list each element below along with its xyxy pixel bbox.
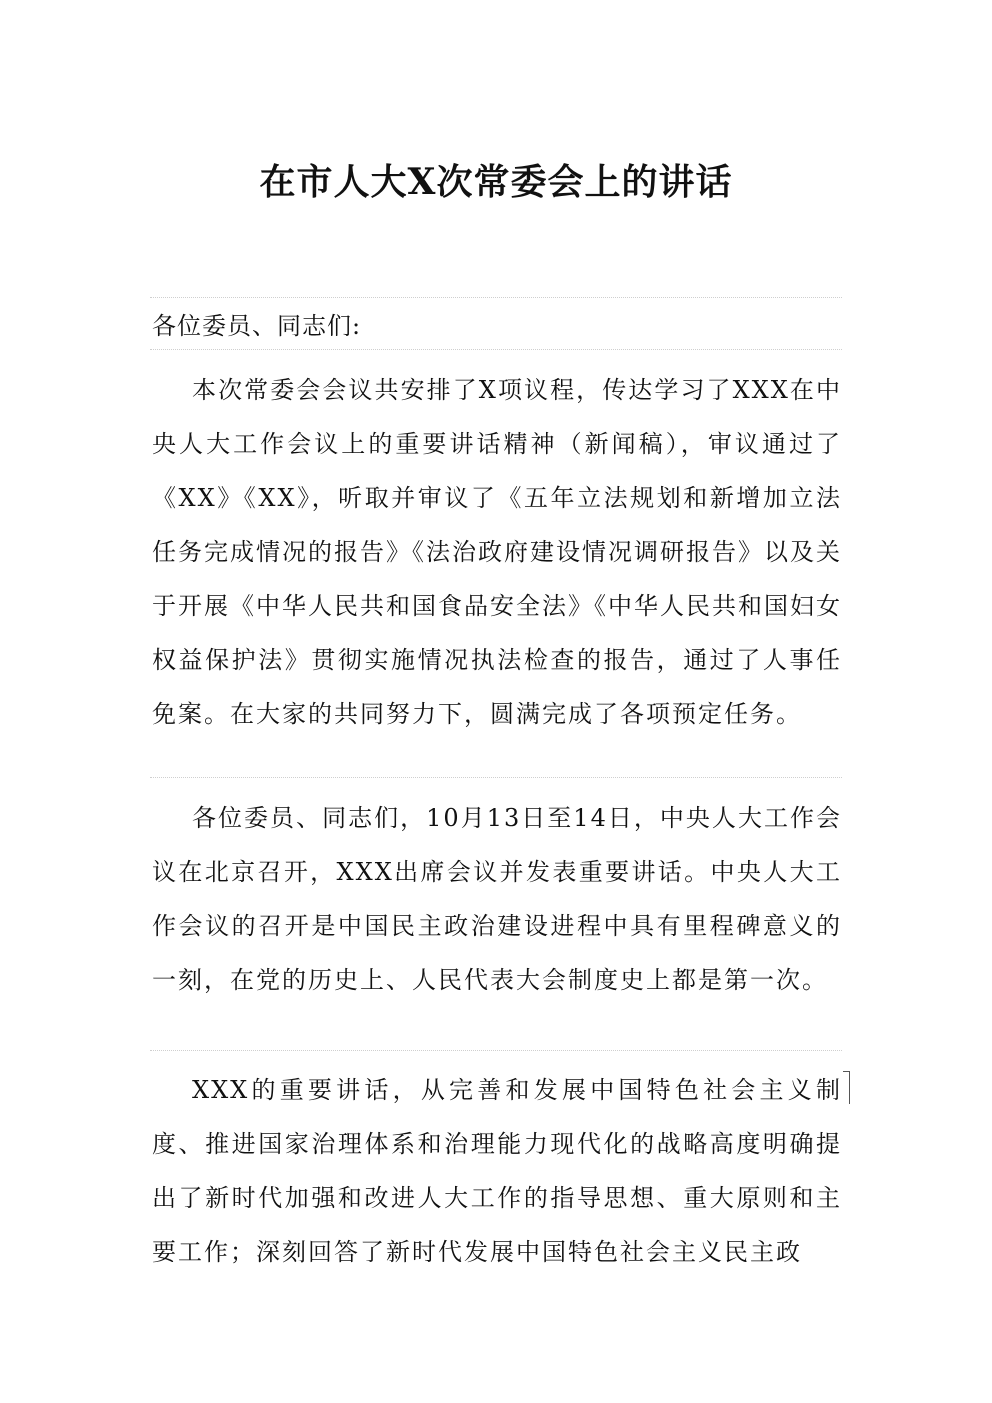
paragraph-divider [150,297,842,298]
paragraph-1: 本次常委会会议共安排了X项议程，传达学习了XXX在中央人大工作会议上的重要讲话精神（新闻稿），审议通过了《XX》《XX》，听取并审议了《五年立法规划和新增加立法任务完成情况的报告》《法治政府建设情况调研报告》以及关于开展《中华人民共和国食品安全法》《中华人民共和国妇女权益保护法》贯彻实施情况执法检查的报告，通过了人事任免案。在大家的共同努力下，圆满完成了各项预定任务。 [152,376,842,728]
paragraph-divider [150,1050,842,1051]
salutation: 各位委员、同志们: [152,312,362,340]
text-boundary-marker [843,1071,850,1104]
paragraph-3: XXX的重要讲话，从完善和发展中国特色社会主义制度、推进国家治理体系和治理能力现代化的战略高度明确提出了新时代加强和改进人大工作的指导思想、重大原则和主要工作；深刻回答了新时代发展中国特色社会主义民主政 [152,1076,842,1266]
paragraph-divider [150,349,842,350]
document-title: 在市人大X次常委会上的讲话 [259,161,733,203]
paragraph-divider [150,777,842,778]
paragraph-2: 各位委员、同志们，10月13日至14日，中央人大工作会议在北京召开，XXX出席会议并发表重要讲话。中央人大工作会议的召开是中国民主政治建设进程中具有里程碑意义的一刻，在党的历史上、人民代表大会制度史上都是第一次。 [152,804,842,994]
